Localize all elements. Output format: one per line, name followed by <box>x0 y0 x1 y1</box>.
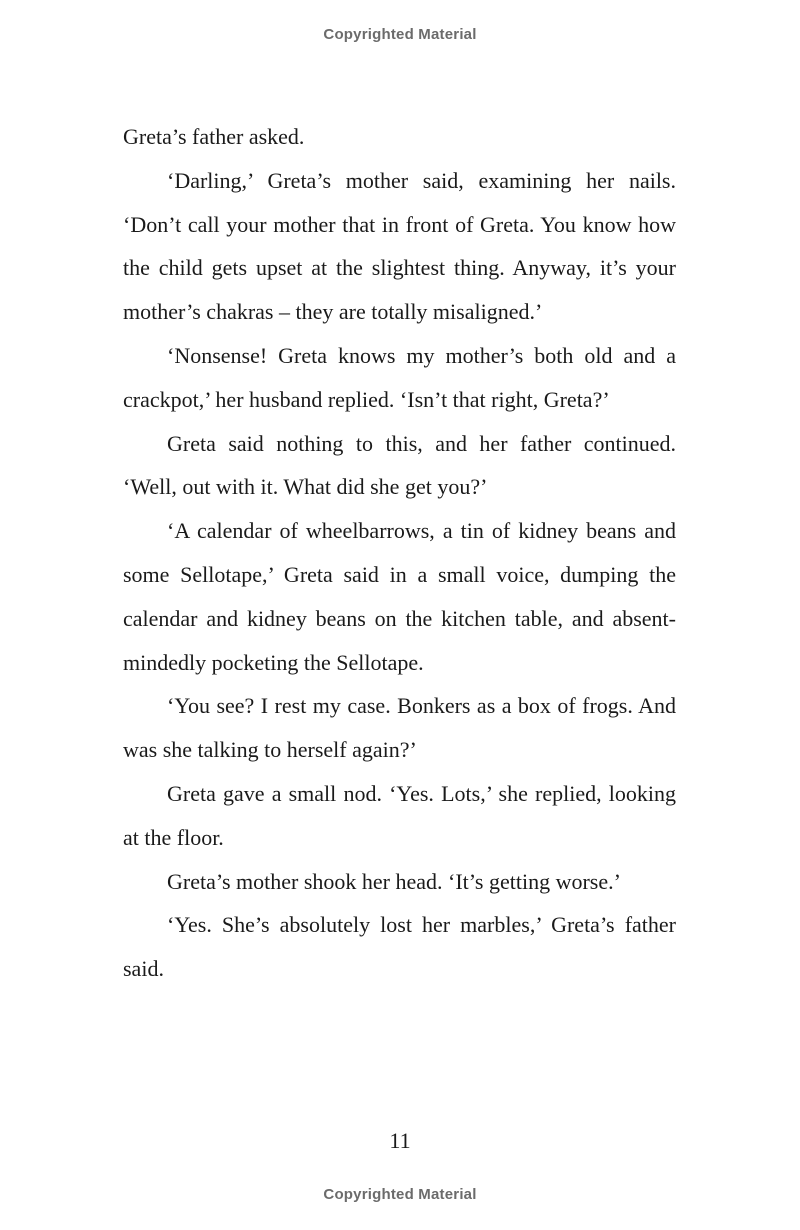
paragraph-6: ‘You see? I rest my case. Bonkers as a box of frogs. And was she talking to herself again?’ <box>123 693 676 763</box>
copyright-watermark-bottom: Copyrighted Material <box>323 1186 477 1203</box>
copyright-watermark-top: Copyrighted Material <box>323 26 477 43</box>
paragraph-2: ‘Darling,’ Greta’s mother said, examining her nails. ‘Don’t call your mother that in front of Greta. You know how the child gets upset at the slightest thing. Anyway, it’s your mother’s chakras – they are totally misaligned.’ <box>123 167 676 325</box>
paragraph-4: Greta said nothing to this, and her father continued. ‘Well, out with it. What did she get you?’ <box>123 430 676 500</box>
paragraph-8: Greta’s mother shook her head. ‘It’s getting worse.’ <box>167 868 621 894</box>
paragraph-1: Greta’s father asked. <box>123 124 305 149</box>
page-number: 11 <box>389 1128 411 1153</box>
paragraph-9: ‘Yes. She’s absolutely lost her marbles,’ Greta’s father said. <box>123 912 676 982</box>
paragraph-5: ‘A calendar of wheelbarrows, a tin of kidney beans and some Sellotape,’ Greta said in a small voice, dumping the calendar and kidney beans on the kitchen table, and absent-mindedly pocketing the Sellotape. <box>123 518 676 675</box>
paragraph-7: Greta gave a small nod. ‘Yes. Lots,’ she replied, looking at the floor. <box>123 780 676 850</box>
page-body-text <box>123 115 676 991</box>
paragraph-3: ‘Nonsense! Greta knows my mother’s both old and a crackpot,’ her husband replied. ‘Isn’t that right, Greta?’ <box>123 342 676 412</box>
